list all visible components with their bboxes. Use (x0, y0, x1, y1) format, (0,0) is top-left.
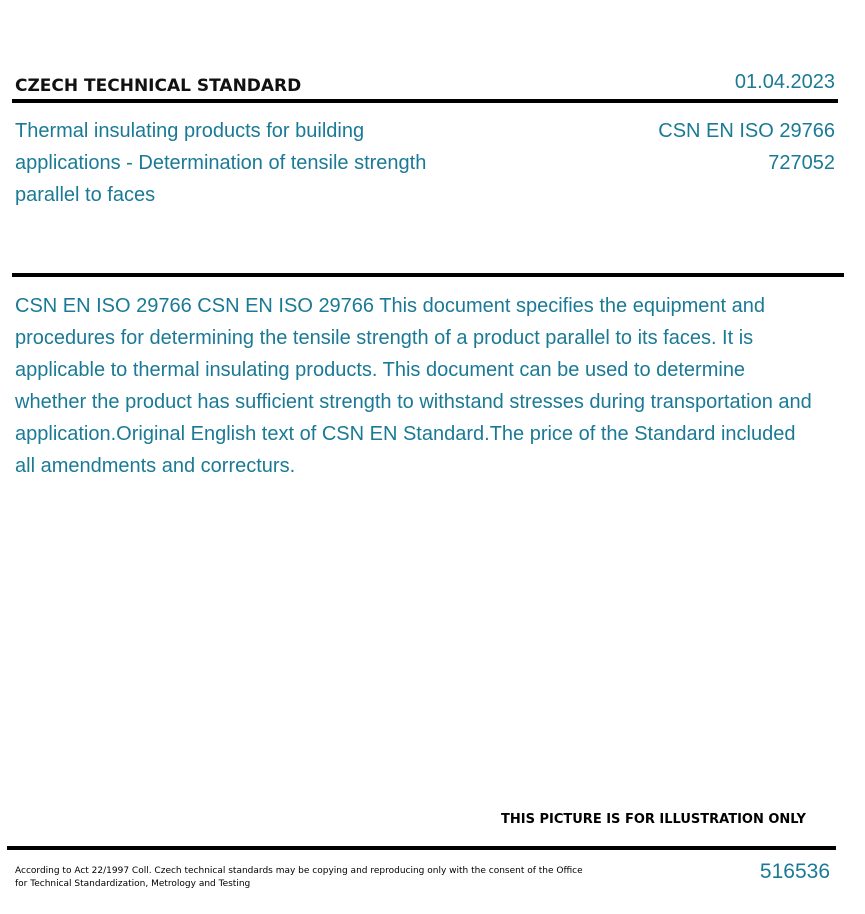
section-divider (12, 273, 844, 277)
legal-notice (15, 865, 605, 891)
issue-date: 01.04.2023 (734, 71, 835, 93)
standard-title: Thermal insulating products for building applications - Determination of tensile strength parallel to faces (15, 120, 427, 206)
catalog-number: 727052 (768, 152, 835, 174)
illustration-note: THIS PICTURE IS FOR ILLUSTRATION ONLY (501, 812, 806, 827)
header-divider (12, 99, 838, 103)
standard-code: CSN EN ISO 29766 (658, 120, 835, 142)
document-number: 516536 (759, 860, 830, 883)
legal-line-2: for Technical Standardization, Metrology and Testing (15, 879, 251, 889)
standard-codes (658, 115, 835, 179)
legal-line-1: According to Act 22/1997 Coll. Czech technical standards may be copying and reproducing only with the consent of the Office (15, 866, 583, 876)
header-label: CZECH TECHNICAL STANDARD (15, 76, 302, 96)
footer-divider (7, 846, 836, 850)
standard-description: CSN EN ISO 29766 CSN EN ISO 29766 This document specifies the equipment and procedures for determining the tensile strength of a product parallel to its faces. It is applicable to thermal insulating products. This document can be used to determine whether the product has sufficient strength to withstand stresses during transportation and application.Original English text of CSN EN Standard.The price of the Standard included all amendments and correcturs. (15, 295, 812, 477)
